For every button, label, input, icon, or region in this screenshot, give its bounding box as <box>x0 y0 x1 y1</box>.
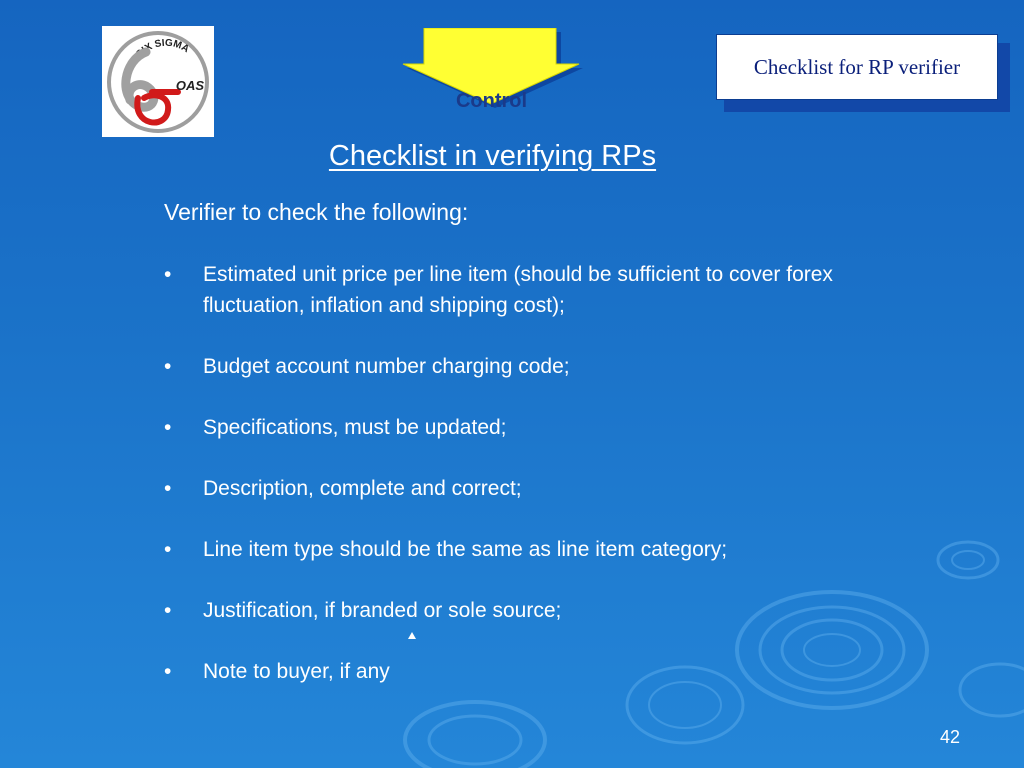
bullet-marker: • <box>164 660 172 683</box>
control-label: Control <box>455 90 528 112</box>
bullet-item <box>164 412 864 443</box>
six-sigma-oas-logo <box>102 26 214 137</box>
bullet-marker: • <box>164 477 172 500</box>
slide-title: Checklist in verifying RPs <box>328 140 657 172</box>
bullet-item <box>164 534 864 565</box>
checklist-bullets <box>164 259 864 717</box>
bullet-text: Line item type should be the same as line item category; <box>203 538 728 561</box>
page-number: 42 <box>939 727 961 747</box>
bullet-marker: • <box>164 538 172 561</box>
bullet-marker: • <box>164 263 172 286</box>
bullet-text: Specifications, must be updated; <box>203 416 507 439</box>
bullet-item <box>164 473 864 504</box>
bullet-item <box>164 595 864 626</box>
logo-oas-text: OAS <box>175 78 205 93</box>
bullet-marker: • <box>164 416 172 439</box>
bullet-text: Description, complete and correct; <box>203 477 522 500</box>
intro-text: Verifier to check the following: <box>164 199 469 225</box>
header-box <box>716 34 998 100</box>
bullet-item <box>164 656 864 687</box>
bullet-item <box>164 351 864 382</box>
bullet-marker: • <box>164 599 172 622</box>
bullet-text: Budget account number charging code; <box>203 355 570 378</box>
bullet-item <box>164 259 864 321</box>
control-phase-banner <box>399 28 584 112</box>
bullet-text: Note to buyer, if any <box>203 660 390 683</box>
bullet-text: Justification, if branded or sole source; <box>203 599 562 622</box>
bullet-marker: • <box>164 355 172 378</box>
pointer-marker-icon <box>408 632 416 639</box>
logo-ring-text: SIX SIGMA <box>134 37 191 61</box>
bullet-text: Estimated unit price per line item (should be sufficient to cover forex fluctuation, inflation and shipping cost); <box>203 263 833 317</box>
header-box-label: Checklist for RP verifier <box>753 54 961 79</box>
